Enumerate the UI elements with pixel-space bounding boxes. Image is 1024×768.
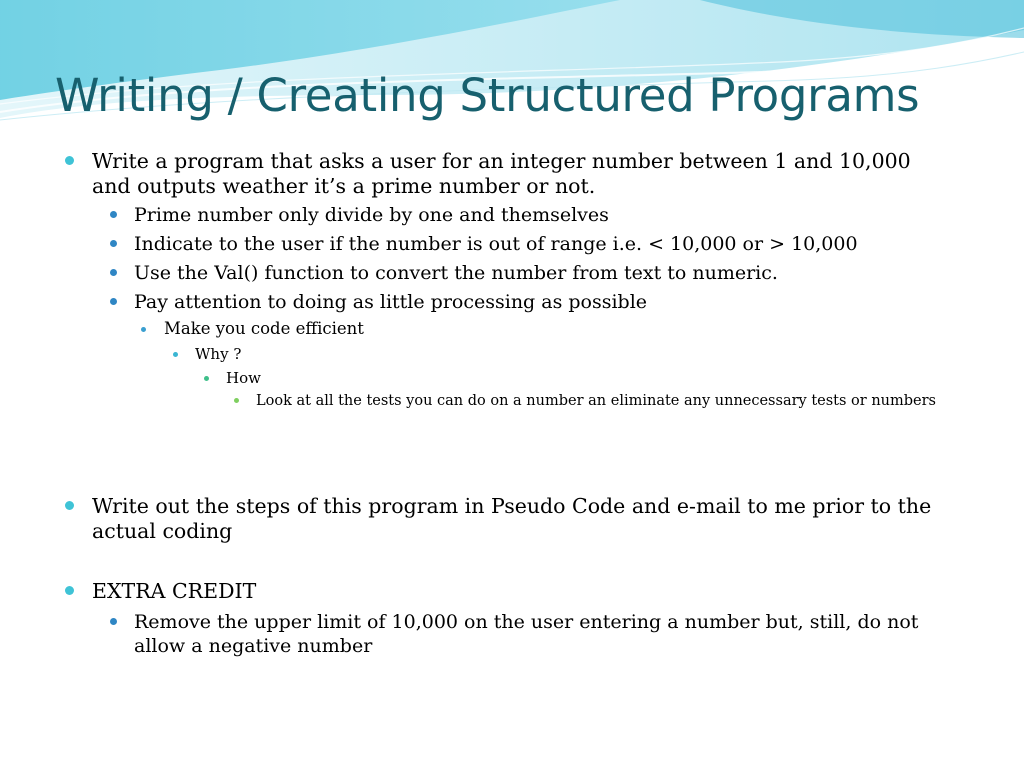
bullet-dot-icon [65,586,74,595]
bullet-text: Prime number only divide by one and themselves [134,204,609,226]
bullet-dot-icon [65,501,74,510]
bullet-text: How [226,369,261,387]
bullet-remove-upper-limit [134,610,954,658]
bullet-dot-icon [110,211,117,218]
bullet-dot-icon [110,618,117,625]
bullet-text: EXTRA CREDIT [92,579,257,603]
bullet-text: Pay attention to doing as little processing as possible [134,291,648,313]
bullet-val-function [134,261,954,285]
bullet-text: Make you code efficient [164,319,364,338]
bullet-dot-icon [204,376,209,381]
slide-title: Writing / Creating Structured Programs [55,69,920,122]
bullet-dot-icon [141,327,146,332]
bullet-why [195,345,895,364]
bullet-little-processing [134,290,954,314]
bullet-write-program [92,149,952,199]
bullet-prime-definition [134,203,954,227]
bullet-pseudo-code [92,494,952,544]
bullet-text: Why ? [195,345,242,363]
bullet-look-at-tests [256,392,936,410]
bullet-text: Write out the steps of this program in Pseudo Code and e-mail to me prior to the actual coding [92,494,932,543]
bullet-dot-icon [173,352,178,357]
bullet-text: Remove the upper limit of 10,000 on the user entering a number but, still, do not allow a negative number [134,611,919,657]
bullet-dot-icon [110,240,117,247]
bullet-how [226,369,886,388]
bullet-dot-icon [65,156,74,165]
bullet-efficient-code [164,319,924,339]
bullet-text: Look at all the tests you can do on a number an eliminate any unnecessary tests or numbers [256,393,936,409]
bullet-extra-credit [92,579,952,604]
bullet-text: Indicate to the user if the number is out of range i.e. < 10,000 or > 10,000 [134,233,858,255]
bullet-dot-icon [234,398,239,403]
bullet-text: Use the Val() function to convert the number from text to numeric. [134,262,778,284]
bullet-dot-icon [110,298,117,305]
bullet-text: Write a program that asks a user for an integer number between 1 and 10,000 and outputs weather it’s a prime number or not. [92,149,911,198]
bullet-dot-icon [110,269,117,276]
bullet-out-of-range [134,232,954,256]
